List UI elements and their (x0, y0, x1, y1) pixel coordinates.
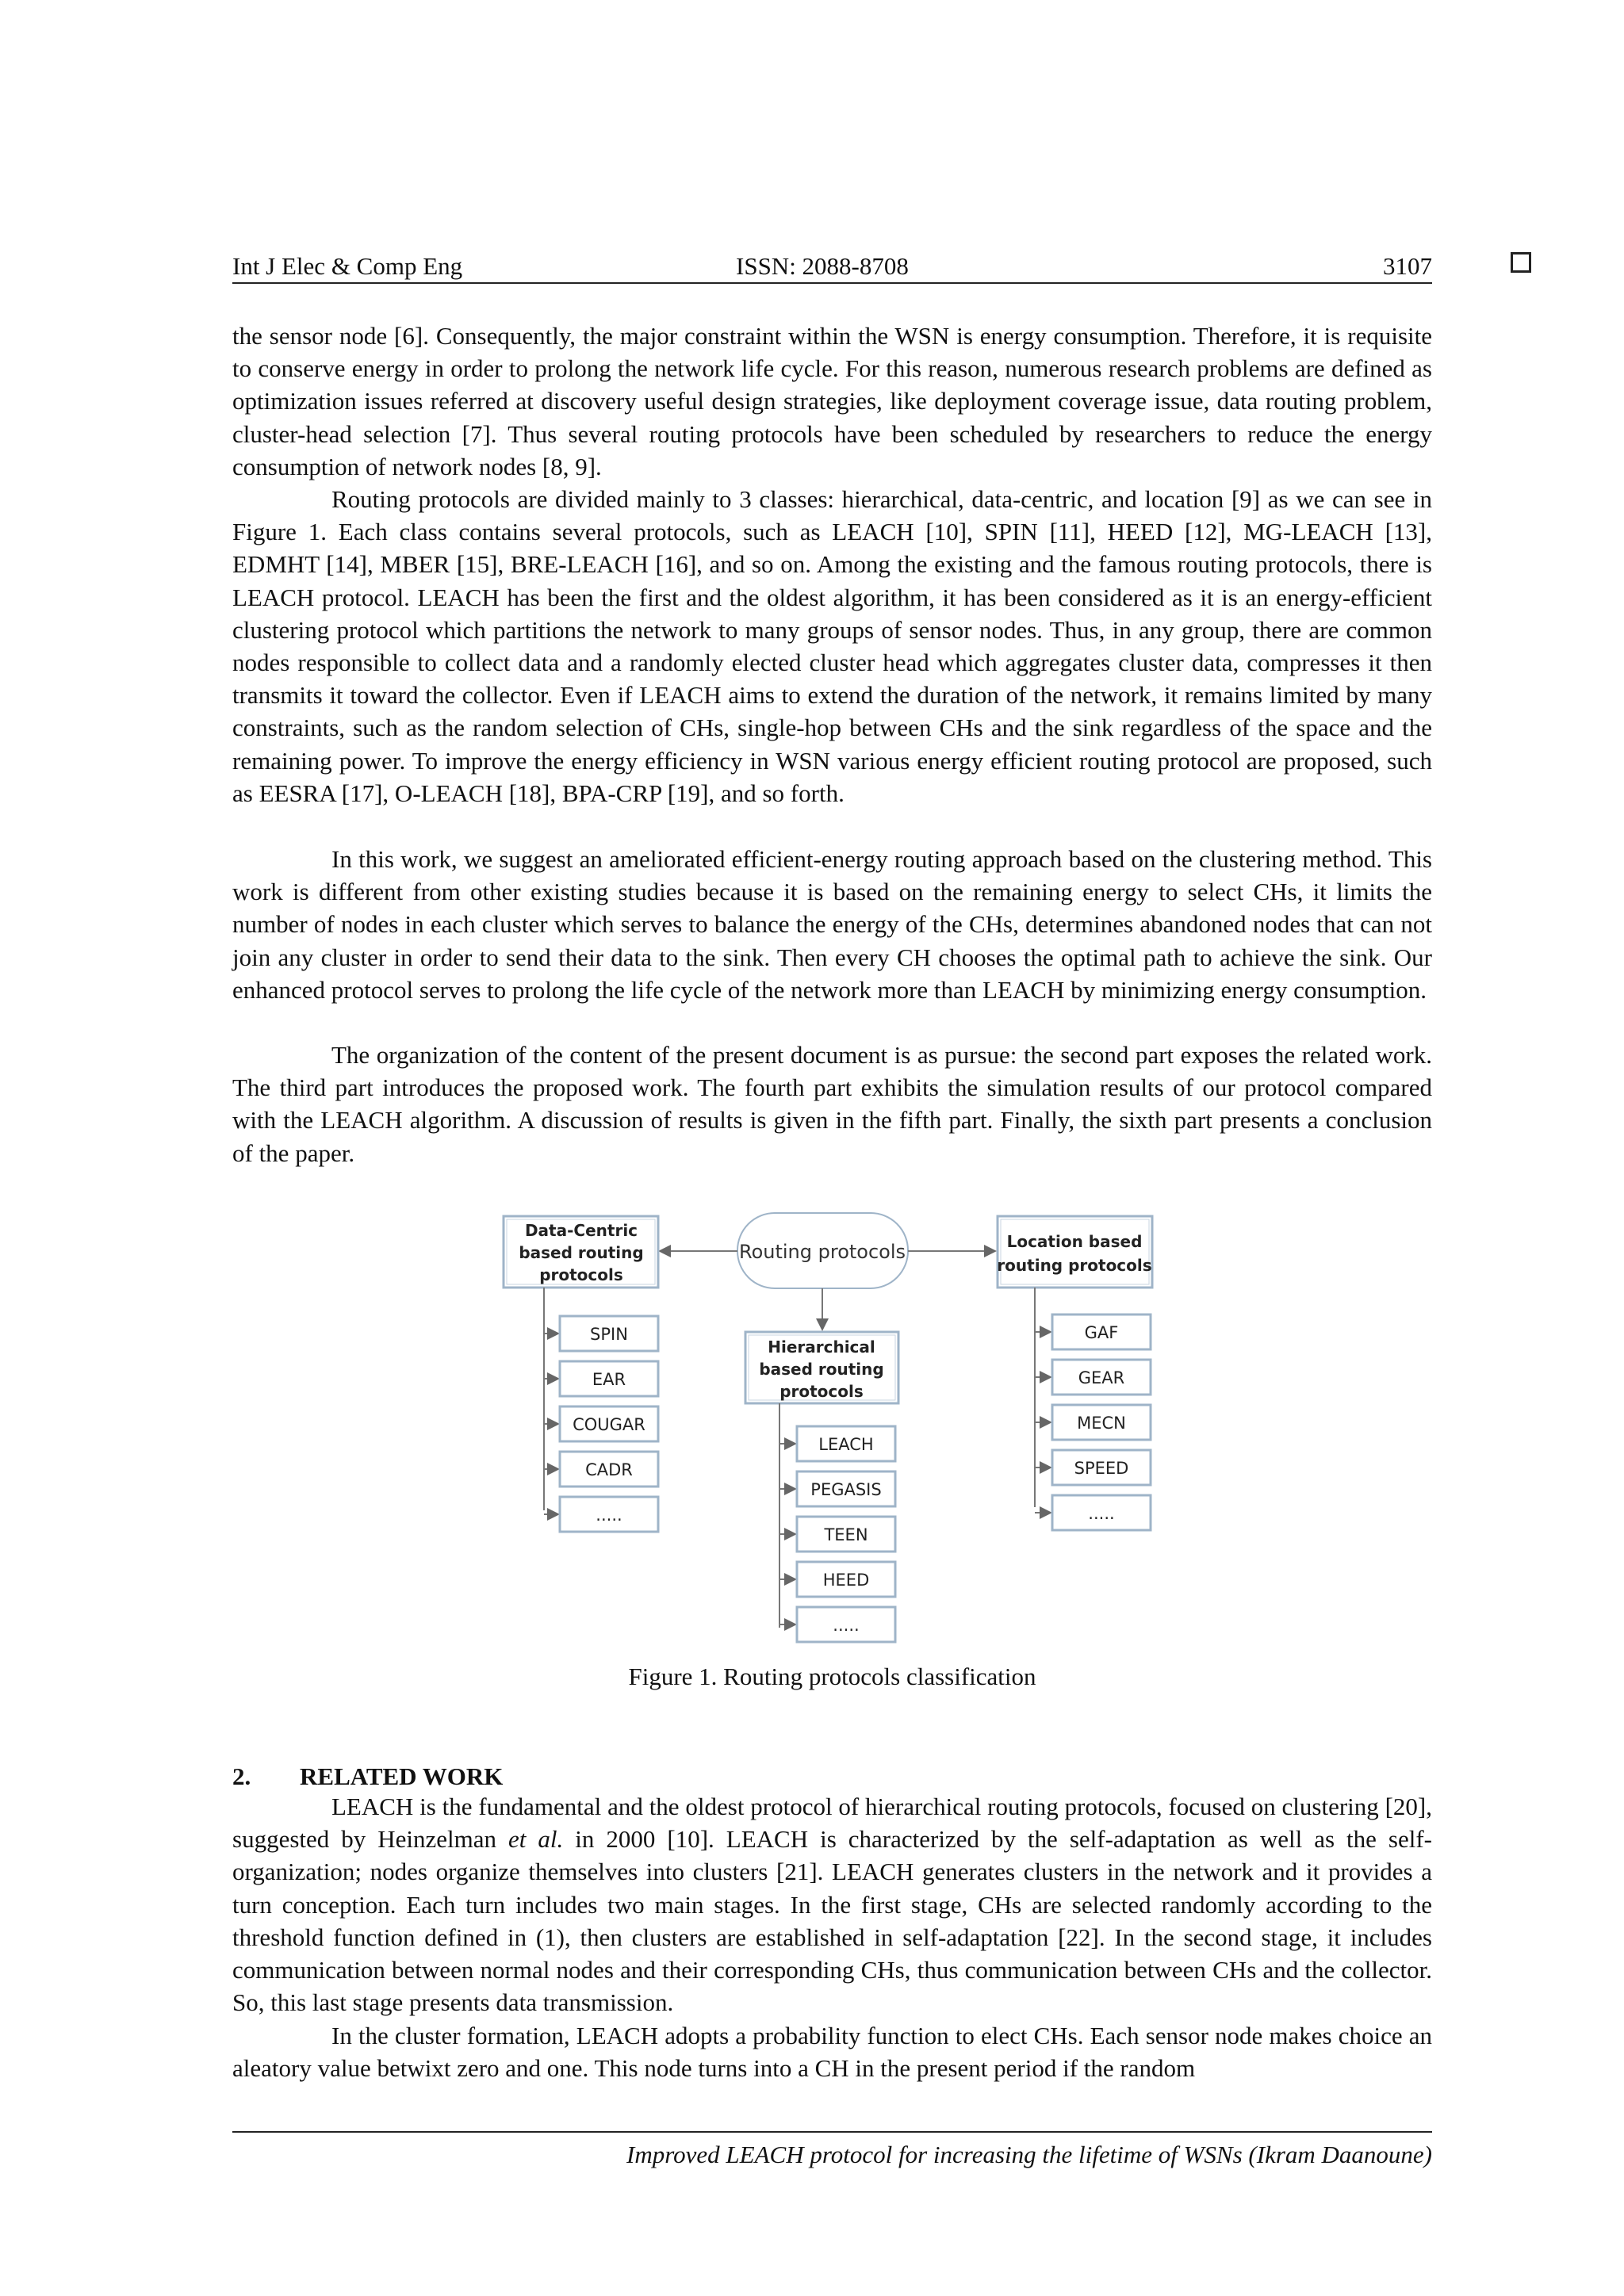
data-centric-item-label: EAR (592, 1370, 626, 1389)
data-centric-item-label: ..... (596, 1506, 622, 1525)
paragraph-4: The organization of the content of the present document is as pursue: the second part exposes the related work. The third part introduces the proposed work. The fourth part exhibits the simulation results of our protocol compared with the LEACH algorithm. A discussion of results is given in the fifth part. Finally, the sixth part presents a conclusion of the paper. (232, 1041, 1432, 1167)
data-centric-title-3: protocols (539, 1265, 623, 1284)
location-item-label: GAF (1084, 1323, 1119, 1342)
data-centric-title-2: based routing (519, 1243, 644, 1262)
location-item-label: SPEED (1074, 1459, 1129, 1478)
location-title-2: routing protocols (997, 1256, 1152, 1275)
location-item-label: ..... (1088, 1504, 1115, 1523)
location-title-1: Location based (1006, 1232, 1143, 1251)
location-item-label: MECN (1077, 1414, 1126, 1433)
location-box (998, 1216, 1152, 1288)
hierarchical-item-label: ..... (833, 1616, 860, 1635)
paragraph-5-part-1: LEACH is the fundamental and the oldest protocol of hierarchical routing protocols, focused on clustering [20], suggested by Heinzelman (232, 1793, 1432, 1854)
paragraph-2: Routing protocols are divided mainly to 3 classes: hierarchical, data-centric, and location [9] as we can see in Figure 1. Each class contains several protocols, such as LEACH [10], SPIN [11], HEED [12], MG-LEACH [13], EDMHT [14], MBER [15], BRE-LEACH [16], and so on. Among the existing and the famous routing protocols, there is LEACH protocol. LEACH has been the first and the oldest algorithm, it has been considered as it is an energy-efficient clustering protocol which partitions the network to many groups of sensor nodes. Thus, in any group, there are common nodes responsible to collect data and a randomly elected cluster head which aggregates cluster data, compresses it then transmits it toward the collector. Even if LEACH aims to extend the duration of the network, it remains limited by many constraints, such as the random selection of CHs, single-hop between CHs and the sink regardless of the space and the remaining power. To improve the energy efficiency in WSN various energy efficient routing protocol are proposed, such as EESRA [17], O-LEACH [18], BPA-CRP [19], and so forth. (232, 485, 1432, 807)
root-label: Routing protocols (738, 1241, 906, 1263)
hierarchical-item-label: LEACH (818, 1435, 874, 1454)
page-number: 3107 (1383, 252, 1432, 280)
paragraph-5-italic: et al. (508, 1825, 564, 1854)
figure-caption: Figure 1. Routing protocols classification (628, 1663, 1036, 1690)
routing-diagram (500, 1209, 1158, 1649)
hierarchical-title-1: Hierarchical (768, 1337, 875, 1357)
running-footer: Improved LEACH protocol for increasing the lifetime of WSNs (Ikram Daanoune) (626, 2141, 1432, 2168)
data-centric-item-label: SPIN (590, 1325, 628, 1344)
location-item-label: GEAR (1078, 1368, 1125, 1387)
hierarchical-title-2: based routing (759, 1360, 884, 1379)
journal-name: Int J Elec & Comp Eng (232, 252, 463, 280)
paragraph-5 (232, 1790, 1432, 2019)
issn: ISSN: 2088-8708 (736, 252, 909, 280)
section-number: 2. (232, 1762, 251, 1790)
square-icon (1511, 252, 1531, 273)
data-centric-item-label: CADR (585, 1460, 633, 1479)
section-title: RELATED WORK (300, 1762, 504, 1790)
footer-rule (232, 2131, 1432, 2133)
paragraph-1: the sensor node [6]. Consequently, the major constraint within the WSN is energy consumption. Therefore, it is requisite to conserve energy in order to prolong the network life cycle. For this reason, numerous research problems are defined as optimization issues referred at discovery useful design strategies, like deployment coverage issue, data routing problem, cluster-head selection [7]. Thus several routing protocols have been scheduled by researchers to reduce the energy consumption of network nodes [8, 9]. (232, 322, 1432, 480)
hierarchical-title-3: protocols (779, 1382, 864, 1401)
hierarchical-item-label: TEEN (824, 1525, 868, 1544)
paragraph-6: In the cluster formation, LEACH adopts a probability function to elect CHs. Each sensor node makes choice an aleatory value betwixt zero and one. This node turns into a CH in the present period if the random (232, 2022, 1432, 2083)
data-centric-item-label: COUGAR (573, 1415, 645, 1434)
paragraph-5-part-2: in 2000 [10]. LEACH is characterized by the self-adaptation as well as the self-organization; nodes organize themselves into clusters [21]. LEACH generates clusters in the network and it provides a turn conception. Each turn includes two main stages. In the first stage, CHs are selected randomly according to the threshold function defined in (1), then clusters are established in self-adaptation [22]. In the second stage, it includes communication between normal nodes and their corresponding CHs, thus communication between CHs and the collector. So, this last stage presents data transmission. (232, 1825, 1432, 2017)
paragraph-3: In this work, we suggest an ameliorated efficient-energy routing approach based on the clustering method. This work is different from other existing studies because it is based on the remaining energy to select CHs, it limits the number of nodes in each cluster which serves to balance the energy of the CHs, determines abandoned nodes that can not join any cluster in order to send their data to the sink. Then every CH chooses the optimal path to achieve the sink. Our enhanced protocol serves to prolong the life cycle of the network more than LEACH by minimizing energy consumption. (232, 845, 1432, 1004)
routing-protocols-figure (500, 1209, 1158, 1649)
hierarchical-item-label: PEGASIS (810, 1480, 882, 1499)
hierarchical-item-label: HEED (822, 1571, 870, 1590)
running-header (232, 251, 1432, 284)
data-centric-title-1: Data-Centric (524, 1221, 638, 1240)
section-heading (232, 1762, 503, 1791)
